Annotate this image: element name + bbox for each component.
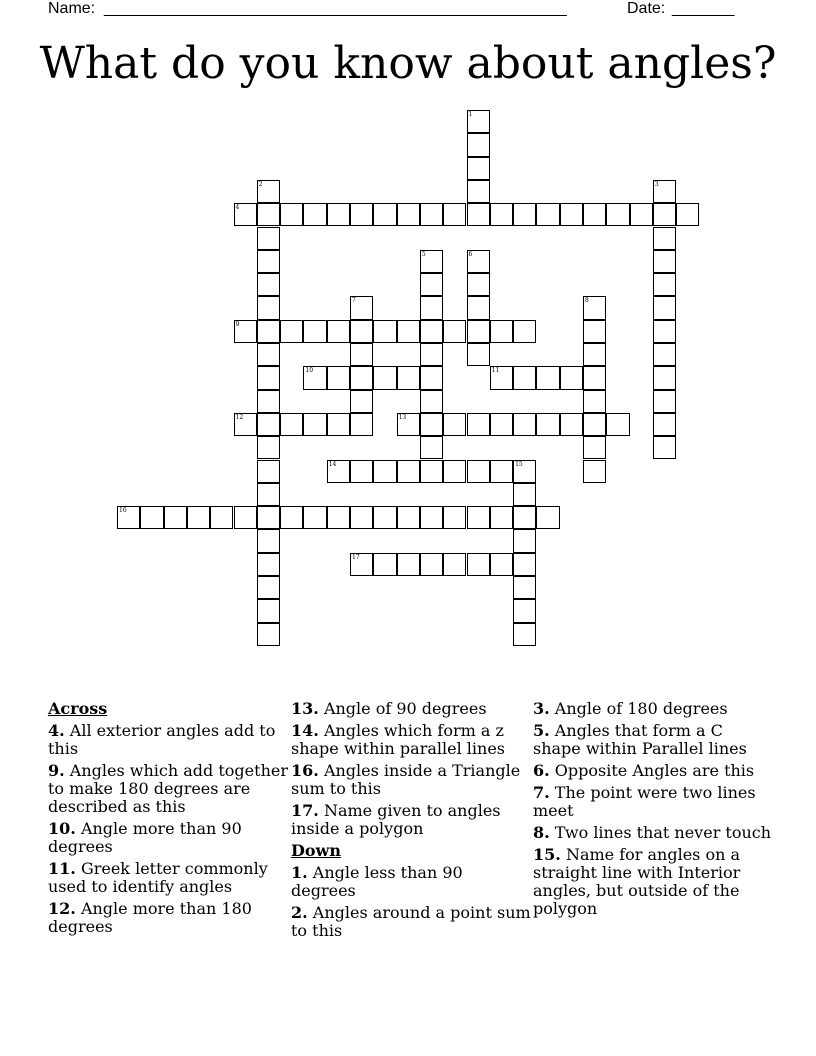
clues-column-1 bbox=[48, 700, 288, 940]
grid-cell[interactable] bbox=[467, 320, 490, 343]
grid-cell[interactable] bbox=[257, 390, 280, 413]
grid-cell[interactable] bbox=[303, 366, 326, 389]
grid-cell[interactable] bbox=[257, 506, 280, 529]
grid-cell[interactable] bbox=[397, 553, 420, 576]
grid-cell[interactable] bbox=[373, 506, 396, 529]
grid-cell[interactable] bbox=[257, 273, 280, 296]
grid-cell[interactable] bbox=[653, 436, 676, 459]
grid-cell[interactable] bbox=[327, 506, 350, 529]
clue-number-8: 8 bbox=[585, 297, 589, 305]
clue-number-14: 14 bbox=[328, 460, 337, 468]
grid-cell[interactable] bbox=[513, 623, 536, 646]
grid-cell[interactable] bbox=[513, 203, 536, 226]
grid-cell[interactable] bbox=[490, 413, 513, 436]
clue-number-1: 1 bbox=[468, 111, 473, 118]
clue-down-6: 6. Opposite Angles are this bbox=[533, 761, 755, 780]
grid-cell[interactable] bbox=[653, 180, 676, 203]
grid-cell[interactable] bbox=[653, 413, 676, 436]
grid-cell[interactable] bbox=[327, 366, 350, 389]
grid-cell[interactable] bbox=[513, 413, 536, 436]
grid-cell[interactable] bbox=[257, 227, 280, 250]
grid-cell[interactable] bbox=[234, 320, 257, 343]
grid-cell[interactable] bbox=[350, 296, 373, 319]
grid-cell[interactable] bbox=[257, 460, 280, 483]
grid-cell[interactable] bbox=[350, 413, 373, 436]
grid-cell[interactable] bbox=[327, 320, 350, 343]
clue-number-2: 2 bbox=[258, 180, 263, 188]
clue-number-6: 6 bbox=[468, 250, 473, 258]
grid-cell[interactable] bbox=[467, 343, 490, 366]
clue-down-15: 15. Name for angles on a straight line with Interior angles, but outside of the polygon bbox=[533, 845, 741, 918]
grid-cell[interactable] bbox=[653, 366, 676, 389]
grid-cell[interactable] bbox=[397, 413, 420, 436]
grid-cell[interactable] bbox=[303, 203, 326, 226]
page-title: What do you know about angles? bbox=[39, 38, 777, 89]
grid-cell[interactable] bbox=[536, 203, 559, 226]
grid-cell[interactable] bbox=[420, 343, 443, 366]
grid-cell[interactable] bbox=[443, 553, 466, 576]
grid-cell[interactable] bbox=[653, 250, 676, 273]
name-label: Name: bbox=[48, 0, 96, 17]
grid-cell[interactable] bbox=[420, 296, 443, 319]
clue-across-17: 17. Name given to angles inside a polygon bbox=[291, 801, 501, 838]
grid-cell[interactable] bbox=[536, 366, 559, 389]
grid-cell[interactable] bbox=[490, 553, 513, 576]
grid-cell[interactable] bbox=[676, 203, 699, 226]
grid-cell[interactable] bbox=[583, 390, 606, 413]
grid-cell[interactable] bbox=[420, 553, 443, 576]
grid-cell[interactable] bbox=[443, 320, 466, 343]
clue-down-8: 8. Two lines that never touch bbox=[533, 823, 772, 842]
clue-number-12: 12 bbox=[235, 413, 244, 421]
grid-cell[interactable] bbox=[467, 506, 490, 529]
grid-cell[interactable] bbox=[257, 529, 280, 552]
grid-cell[interactable] bbox=[513, 599, 536, 622]
grid-cell[interactable] bbox=[210, 506, 233, 529]
clue-across-13: 13. Angle of 90 degrees bbox=[291, 699, 487, 718]
grid-cell[interactable] bbox=[653, 273, 676, 296]
clue-number-7: 7 bbox=[352, 297, 356, 305]
grid-cell[interactable] bbox=[467, 413, 490, 436]
grid-cell[interactable] bbox=[653, 227, 676, 250]
grid-cell[interactable] bbox=[257, 180, 280, 203]
clue-across-11: 11. Greek letter commonly used to identify angles bbox=[48, 859, 268, 896]
grid-cell[interactable] bbox=[467, 553, 490, 576]
clue-number-15: 15 bbox=[515, 460, 523, 468]
grid-cell[interactable] bbox=[536, 506, 559, 529]
grid-cell[interactable] bbox=[257, 343, 280, 366]
clue-down-3: 3. Angle of 180 degrees bbox=[533, 699, 728, 718]
grid-cell[interactable] bbox=[653, 390, 676, 413]
grid-cell[interactable] bbox=[420, 390, 443, 413]
grid-cell[interactable] bbox=[467, 296, 490, 319]
grid-cell[interactable] bbox=[350, 366, 373, 389]
grid-cell[interactable] bbox=[373, 320, 396, 343]
grid-cell[interactable] bbox=[513, 366, 536, 389]
grid-cell[interactable] bbox=[257, 483, 280, 506]
date-line[interactable]: _______ bbox=[672, 0, 735, 17]
grid-cell[interactable] bbox=[234, 413, 257, 436]
grid-cell[interactable] bbox=[560, 413, 583, 436]
grid-cell[interactable] bbox=[490, 506, 513, 529]
grid-cell[interactable] bbox=[467, 180, 490, 203]
grid-cell[interactable] bbox=[350, 390, 373, 413]
grid-cell[interactable] bbox=[630, 203, 653, 226]
grid-cell[interactable] bbox=[117, 506, 140, 529]
grid-cell[interactable] bbox=[513, 460, 536, 483]
grid-cell[interactable] bbox=[257, 436, 280, 459]
grid-cell[interactable] bbox=[303, 320, 326, 343]
clues-column-2 bbox=[291, 700, 531, 944]
grid-cell[interactable] bbox=[397, 366, 420, 389]
grid-cell[interactable] bbox=[606, 413, 629, 436]
grid-cell[interactable] bbox=[350, 343, 373, 366]
grid-cell[interactable] bbox=[397, 203, 420, 226]
grid-cell[interactable] bbox=[257, 366, 280, 389]
date-label: Date: bbox=[627, 0, 666, 17]
grid-cell[interactable] bbox=[164, 506, 187, 529]
grid-cell[interactable] bbox=[257, 599, 280, 622]
grid-cell[interactable] bbox=[467, 133, 490, 156]
grid-cell[interactable] bbox=[350, 506, 373, 529]
grid-cell[interactable] bbox=[420, 250, 443, 273]
clue-across-10: 10. Angle more than 90 degrees bbox=[48, 819, 242, 856]
grid-cell[interactable] bbox=[490, 460, 513, 483]
clue-number-11: 11 bbox=[491, 367, 500, 375]
grid-cell[interactable] bbox=[467, 273, 490, 296]
grid-cell[interactable] bbox=[420, 436, 443, 459]
grid-cell[interactable] bbox=[513, 553, 536, 576]
grid-cell[interactable] bbox=[373, 203, 396, 226]
grid-cell[interactable] bbox=[373, 366, 396, 389]
grid-cell[interactable] bbox=[467, 250, 490, 273]
grid-cell[interactable] bbox=[397, 320, 420, 343]
grid-cell[interactable] bbox=[397, 460, 420, 483]
grid-cell[interactable] bbox=[140, 506, 163, 529]
clue-down-7: 7. The point were two lines meet bbox=[533, 783, 756, 820]
clue-across-16: 16. Angles inside a Triangle sum to this bbox=[291, 761, 521, 798]
grid-cell[interactable] bbox=[653, 343, 676, 366]
grid-cell[interactable] bbox=[327, 413, 350, 436]
grid-cell[interactable] bbox=[560, 203, 583, 226]
clue-number-4: 4 bbox=[235, 204, 240, 212]
grid-cell[interactable] bbox=[490, 320, 513, 343]
clue-number-5: 5 bbox=[421, 250, 426, 258]
grid-cell[interactable] bbox=[467, 460, 490, 483]
grid-cell[interactable] bbox=[513, 506, 536, 529]
grid-cell[interactable] bbox=[257, 623, 280, 646]
grid-cell[interactable] bbox=[350, 460, 373, 483]
grid-cell[interactable] bbox=[373, 460, 396, 483]
grid-cell[interactable] bbox=[536, 413, 559, 436]
grid-cell[interactable] bbox=[420, 320, 443, 343]
grid-cell[interactable] bbox=[257, 250, 280, 273]
grid-cell[interactable] bbox=[327, 203, 350, 226]
clue-across-14: 14. Angles which form a z shape within parallel lines bbox=[291, 721, 505, 758]
grid-cell[interactable] bbox=[280, 506, 303, 529]
grid-cell[interactable] bbox=[513, 483, 536, 506]
grid-cell[interactable] bbox=[443, 506, 466, 529]
grid-cell[interactable] bbox=[303, 506, 326, 529]
grid-cell[interactable] bbox=[490, 366, 513, 389]
grid-cell[interactable] bbox=[280, 203, 303, 226]
grid-cell[interactable] bbox=[420, 203, 443, 226]
grid-cell[interactable] bbox=[606, 203, 629, 226]
grid-cell[interactable] bbox=[373, 553, 396, 576]
grid-cell[interactable] bbox=[653, 320, 676, 343]
clue-number-16: 16 bbox=[119, 507, 127, 515]
grid-cell[interactable] bbox=[583, 413, 606, 436]
grid-cell[interactable] bbox=[350, 320, 373, 343]
grid-cell[interactable] bbox=[583, 366, 606, 389]
grid-cell[interactable] bbox=[583, 460, 606, 483]
grid-cell[interactable] bbox=[420, 366, 443, 389]
grid-cell[interactable] bbox=[234, 203, 257, 226]
grid-cell[interactable] bbox=[420, 506, 443, 529]
clue-number-9: 9 bbox=[235, 320, 240, 328]
grid-cell[interactable] bbox=[420, 413, 443, 436]
grid-cell[interactable] bbox=[257, 296, 280, 319]
grid-cell[interactable] bbox=[513, 320, 536, 343]
grid-cell[interactable] bbox=[280, 320, 303, 343]
grid-cell[interactable] bbox=[583, 436, 606, 459]
grid-cell[interactable] bbox=[467, 157, 490, 180]
grid-cell[interactable] bbox=[257, 576, 280, 599]
clue-across-4: 4. All exterior angles add to this bbox=[48, 721, 276, 758]
grid-cell[interactable] bbox=[420, 273, 443, 296]
clue-number-10: 10 bbox=[305, 367, 314, 375]
grid-cell[interactable] bbox=[397, 506, 420, 529]
grid-cell[interactable] bbox=[303, 413, 326, 436]
grid-cell[interactable] bbox=[653, 296, 676, 319]
across-heading: Across bbox=[48, 699, 108, 718]
grid-cell[interactable] bbox=[280, 413, 303, 436]
name-line[interactable]: ____________________________________________________ bbox=[104, 0, 567, 17]
grid-cell[interactable] bbox=[583, 343, 606, 366]
clues-column-3 bbox=[533, 700, 773, 922]
clue-down-1: 1. Angle less than 90 degrees bbox=[291, 863, 463, 900]
grid-cell[interactable] bbox=[467, 203, 490, 226]
grid-cell[interactable] bbox=[443, 413, 466, 436]
grid-cell[interactable] bbox=[257, 320, 280, 343]
grid-cell[interactable] bbox=[327, 460, 350, 483]
grid-cell[interactable] bbox=[350, 553, 373, 576]
grid-cell[interactable] bbox=[234, 506, 257, 529]
grid-cell[interactable] bbox=[513, 576, 536, 599]
grid-cell[interactable] bbox=[443, 203, 466, 226]
grid-cell[interactable] bbox=[257, 553, 280, 576]
grid-cell[interactable] bbox=[560, 366, 583, 389]
grid-cell[interactable] bbox=[420, 460, 443, 483]
grid-cell[interactable] bbox=[513, 529, 536, 552]
grid-cell[interactable] bbox=[583, 320, 606, 343]
grid-cell[interactable] bbox=[583, 203, 606, 226]
grid-cell[interactable] bbox=[443, 460, 466, 483]
grid-cell[interactable] bbox=[187, 506, 210, 529]
grid-cell[interactable] bbox=[583, 296, 606, 319]
grid-cell[interactable] bbox=[467, 110, 490, 133]
clue-number-13: 13 bbox=[398, 413, 407, 421]
grid-cell[interactable] bbox=[257, 413, 280, 436]
down-heading: Down bbox=[291, 841, 341, 860]
grid-cell[interactable] bbox=[653, 203, 676, 226]
grid-cell[interactable] bbox=[350, 203, 373, 226]
grid-cell[interactable] bbox=[257, 203, 280, 226]
clue-number-17: 17 bbox=[352, 553, 360, 561]
clue-down-5: 5. Angles that form a C shape within Parallel lines bbox=[533, 721, 747, 758]
clue-down-2: 2. Angles around a point sum to this bbox=[291, 903, 531, 940]
clue-number-3: 3 bbox=[654, 180, 659, 188]
clue-across-12: 12. Angle more than 180 degrees bbox=[48, 899, 252, 936]
clue-across-9: 9. Angles which add together to make 180 degrees are described as this bbox=[48, 761, 288, 816]
grid-cell[interactable] bbox=[490, 203, 513, 226]
